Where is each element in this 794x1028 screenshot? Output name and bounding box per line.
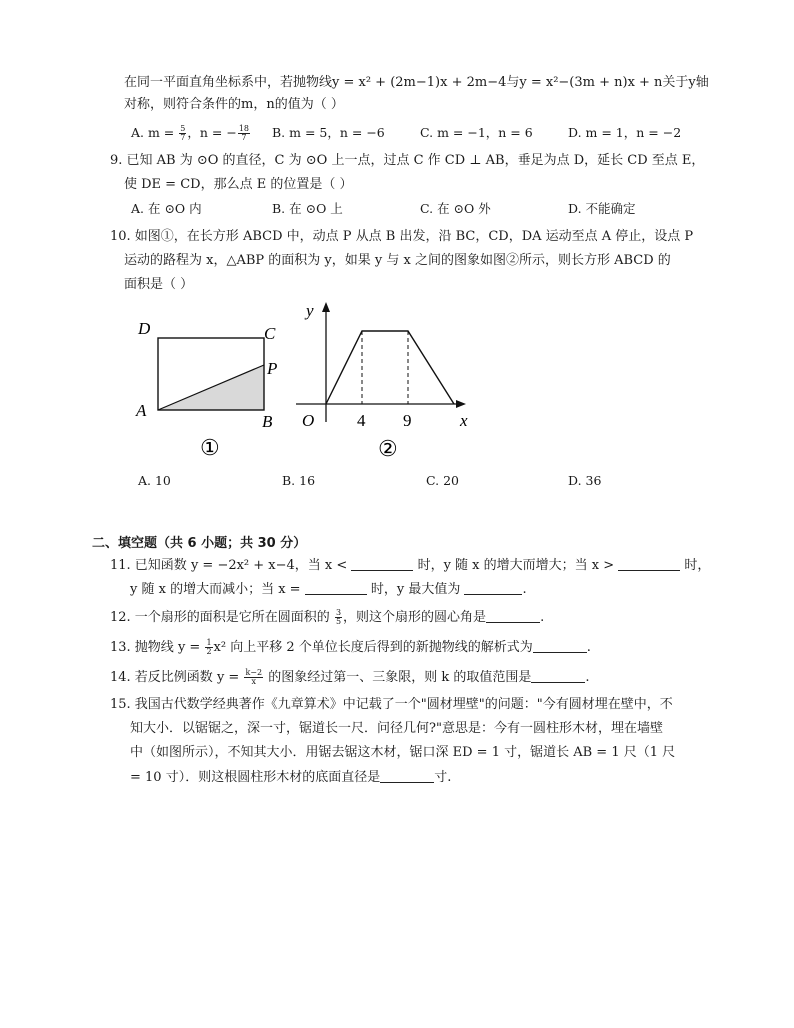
label-b: B <box>262 412 273 431</box>
q11-text-1b: 时，y 随 x 的增大而增大；当 x > <box>417 558 615 573</box>
q15-blank[interactable] <box>380 768 434 783</box>
q14-line <box>110 668 590 687</box>
q11-blank-4[interactable] <box>464 580 522 595</box>
tick-9: 9 <box>403 411 412 430</box>
q12-text-a: 12. 一个扇形的面积是它所在圆面积的 <box>110 610 330 625</box>
q8-option-d: D. m = 1，n = −2 <box>568 125 682 140</box>
axis-x-label: x <box>460 411 468 430</box>
q9-option-a: A. 在 ⊙O 内 <box>131 201 202 216</box>
q13-blank[interactable] <box>533 638 587 653</box>
q10-line2: 运动的路程为 x，△ABP 的面积为 y，如果 y 与 x 之间的图象如图②所示，则长方形 ABCD 的 <box>124 253 671 268</box>
q14-text-b: 的图象经过第一、三象限，则 k 的取值范围是 <box>268 670 532 685</box>
q11-blank-3[interactable] <box>305 580 367 595</box>
frac-num: 3 <box>335 608 342 617</box>
q11-blank-2[interactable] <box>618 556 680 571</box>
q8-option-b: B. m = 5，n = −6 <box>272 125 385 140</box>
tick-4: 4 <box>357 411 366 430</box>
q8-line1: 在同一平面直角坐标系中，若抛物线y = x² + (2m−1)x + 2m−4与y = x²−(3m + n)x + n关于y轴 <box>124 75 709 90</box>
q9-option-b: B. 在 ⊙O 上 <box>272 201 343 216</box>
q14-text-a: 14. 若反比例函数 y = <box>110 670 240 685</box>
graph-line <box>326 331 454 404</box>
q15-text-4b: 寸. <box>434 770 452 785</box>
q9-line2: 使 DE = CD，那么点 E 的位置是（ ） <box>124 177 353 192</box>
q11-line2 <box>130 580 527 599</box>
q8-option-a-m-frac <box>179 125 186 142</box>
q12-text-b: ，则这个扇形的圆心角是 <box>343 610 487 625</box>
frac-den: 5 <box>335 617 342 626</box>
q15-text-4a: = 10 寸）．则这根圆柱形木材的底面直径是 <box>130 770 381 785</box>
q15-line4 <box>130 768 451 787</box>
q13-line <box>110 638 591 657</box>
q12-frac <box>335 609 342 626</box>
q8-option-a <box>131 124 251 142</box>
frac-num: 18 <box>238 124 250 133</box>
q8-option-a-m: m = <box>147 125 175 140</box>
label-c: C <box>264 324 276 343</box>
frac-den: 7 <box>180 133 186 142</box>
label-d: D <box>138 319 151 338</box>
q8-option-a-n-frac <box>238 125 250 142</box>
q13-frac <box>205 639 212 656</box>
q11-text-2a: y 随 x 的增大而减小；当 x = <box>130 582 301 597</box>
q13-text-b: x² 向上平移 2 个单位长度后得到的新抛物线的解析式为 <box>213 640 533 655</box>
y-axis-arrow <box>322 302 330 312</box>
q9-option-d: D. 不能确定 <box>568 201 636 216</box>
q8-option-a-label: A. <box>131 125 148 140</box>
q8-line2: 对称，则符合条件的m，n的值为（ ） <box>124 97 344 112</box>
q10-option-d: D. 36 <box>568 473 602 488</box>
section-title: 二、填空题（共 6 小题；共 30 分） <box>92 536 307 551</box>
q15-line3: 中（如图所示），不知其大小．用锯去锯这木材，锯口深 ED = 1 寸，锯道长 AB = 1 尺（1 尺 <box>130 745 676 760</box>
caption-2: ② <box>378 436 398 461</box>
q10-line3: 面积是（ ） <box>124 277 194 292</box>
label-a: A <box>136 401 147 420</box>
q10-option-a: A. 10 <box>138 473 171 488</box>
q14-blank[interactable] <box>531 668 585 683</box>
q15-line1: 15. 我国古代数学经典著作《九章算术》中记载了一个"圆材埋壁"的问题："今有圆材埋在壁中，不 <box>110 697 673 712</box>
q15-line2: 知大小．以锯锯之，深一寸，锯道长一尺．问径几何?"意思是：今有一圆柱形木材，埋在墙壁 <box>130 721 663 736</box>
q14-text-c: . <box>585 670 590 685</box>
origin-label: O <box>302 411 315 430</box>
q11-line1 <box>110 556 710 575</box>
q13-text-c: . <box>586 640 591 655</box>
q9-line1: 9. 已知 AB 为 ⊙O 的直径，C 为 ⊙O 上一点，过点 C 作 CD ⊥ AB，垂足为点 D，延长 CD 至点 E， <box>110 153 705 168</box>
label-p: P <box>267 359 278 378</box>
figure-rectangle <box>130 310 290 460</box>
frac-den: 7 <box>241 133 247 142</box>
q12-text-c: . <box>540 610 545 625</box>
q10-option-c: C. 20 <box>426 473 459 488</box>
frac-num: 5 <box>180 124 186 133</box>
q8-option-c: C. m = −1，n = 6 <box>420 125 533 140</box>
q8-option-a-n: ，n = − <box>187 125 237 140</box>
q10-line1: 10. 如图①，在长方形 ABCD 中，动点 P 从点 B 出发，沿 BC，CD，DA 运动至点 A 停止，设点 P <box>110 229 694 244</box>
q9-option-c: C. 在 ⊙O 外 <box>420 201 491 216</box>
q11-text-1a: 11. 已知函数 y = −2x² + x−4，当 x < <box>110 558 348 573</box>
q10-option-b: B. 16 <box>282 473 316 488</box>
axis-y-label: y <box>306 301 314 320</box>
figure-graph <box>292 296 482 466</box>
frac-num: 1 <box>206 638 212 647</box>
q11-text-2c: . <box>522 582 527 597</box>
q12-blank[interactable] <box>486 608 540 623</box>
q14-frac <box>244 669 263 686</box>
q11-text-2b: 时，y 最大值为 <box>370 582 461 597</box>
q11-text-1c: 时， <box>684 558 711 573</box>
q13-text-a: 13. 抛物线 y = <box>110 640 201 655</box>
x-axis-arrow <box>456 400 466 408</box>
q11-blank-1[interactable] <box>351 556 413 571</box>
frac-den: x <box>251 677 257 686</box>
caption-1: ① <box>200 435 220 460</box>
frac-num: k−2 <box>245 668 263 677</box>
q12-line <box>110 608 544 627</box>
frac-den: 2 <box>206 647 212 656</box>
